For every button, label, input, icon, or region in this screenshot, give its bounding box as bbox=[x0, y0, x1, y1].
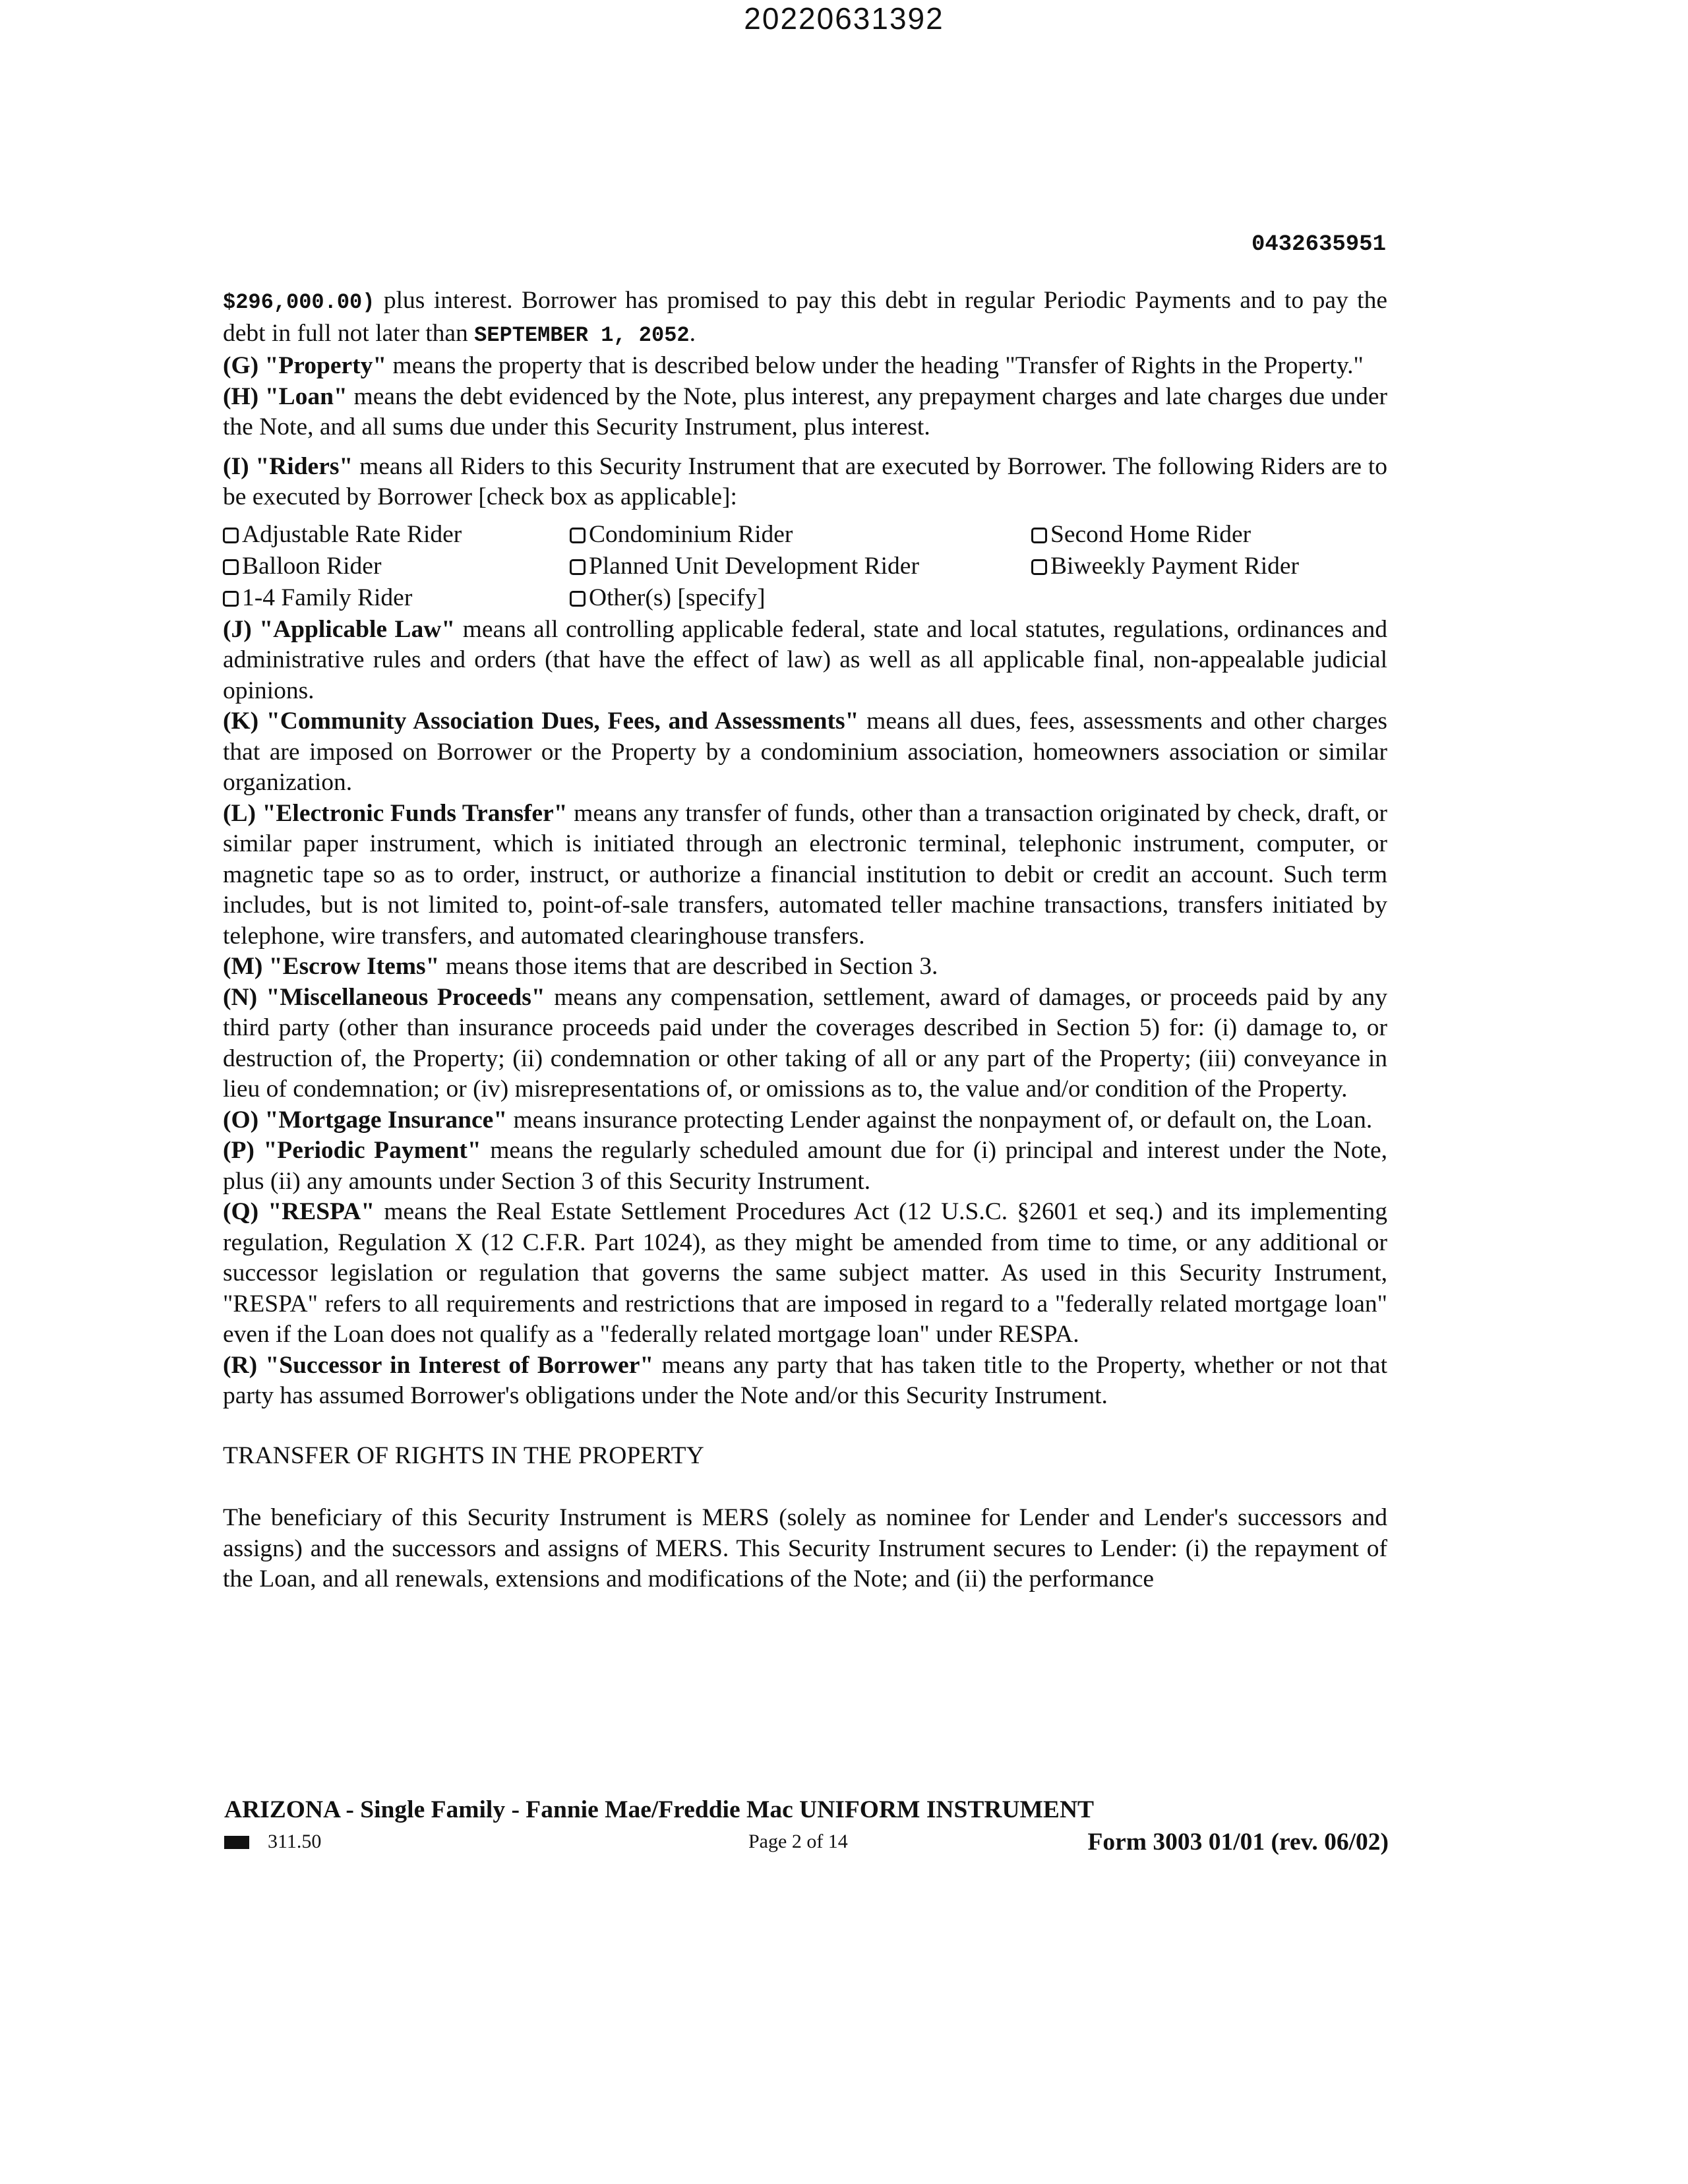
checkbox-icon[interactable] bbox=[1031, 559, 1047, 575]
definition-f-continuation: $296,000.00) plus interest. Borrower has promised to pay this debt in regular Periodic Payments and to pay the debt in full not later than SEPTEMBER 1, 2052. bbox=[223, 287, 1387, 348]
definition-q: (Q) "RESPA" means the Real Estate Settlement Procedures Act (12 U.S.C. §2601 et seq.) and its implementing regulation, Regulation X (12 C.F.R. Part 1024), as they might be amended from time to time, or any additional or successor legislation or regulation that governs the same subject matter. As used in this Security Instrument, "RESPA" refers to all requirements and restrictions that are imposed in regard to a "federally related mortgage loan" even if the Loan does not qualify as a "federally related mortgage loan" under RESPA. bbox=[223, 1198, 1387, 1348]
rider-condominium[interactable]: Condominium Rider bbox=[570, 520, 1031, 551]
definition-term: (Q) "RESPA" bbox=[223, 1198, 375, 1225]
checkbox-icon[interactable] bbox=[570, 528, 586, 543]
checkbox-icon[interactable] bbox=[570, 559, 586, 575]
definition-n: (N) "Miscellaneous Proceeds" means any compensation, settlement, award of damages, or proceeds paid by any third party (other than insurance proceeds paid under the coverages described in Section 5) for: (i) damage to, or destruction of, the Property; (ii) condemnation or other taking of all or any part of the Property; (iii) conveyance in lieu of condemnation; or (iv) misrepresentations of, or omissions as to, the value and/or condition of the Property. bbox=[223, 983, 1387, 1103]
loan-number: 0432635951 bbox=[1251, 232, 1386, 257]
rider-planned-unit-development[interactable]: Planned Unit Development Rider bbox=[570, 551, 1031, 583]
definition-j: (J) "Applicable Law" means all controlling applicable federal, state and local statutes, regulations, ordinances and administrative rules and orders (that have the effect of law) as well as all applicable final, non-appealable judicial opinions. bbox=[223, 615, 1387, 704]
definition-term: (M) "Escrow Items" bbox=[223, 953, 440, 980]
definition-p: (P) "Periodic Payment" means the regularly scheduled amount due for (i) principal and interest under the Note, plus (ii) any amounts under Section 3 of this Security Instrument. bbox=[223, 1137, 1387, 1195]
definition-term: (J) "Applicable Law" bbox=[223, 615, 456, 643]
definition-i: (I) "Riders" means all Riders to this Security Instrument that are executed by Borrower. The following Riders are to be executed by Borrower [check box as applicable]: bbox=[223, 452, 1387, 510]
definition-o: (O) "Mortgage Insurance" means insurance protecting Lender against the nonpayment of, or default on, the Loan. bbox=[223, 1106, 1373, 1134]
checkbox-icon[interactable] bbox=[1031, 528, 1047, 543]
form-code: 311.50 bbox=[224, 1831, 321, 1853]
checkbox-icon[interactable] bbox=[570, 591, 586, 607]
checkbox-icon[interactable] bbox=[223, 559, 239, 575]
definition-l: (L) "Electronic Funds Transfer" means any transfer of funds, other than a transaction originated by check, draft, or similar paper instrument, which is initiated through an electronic terminal, telephonic instrument, computer, or magnetic tape so as to order, instruct, or authorize a financial institution to debit or credit an account. Such term includes, but is not limited to, point-of-sale transfers, automated teller machine transactions, transfers initiated by telephone, wire transfers, and automated clearinghouse transfers. bbox=[223, 799, 1387, 950]
definition-term: (L) "Electronic Funds Transfer" bbox=[223, 799, 568, 827]
definition-term: (G) "Property" bbox=[223, 352, 387, 379]
document-logo-icon bbox=[224, 1836, 249, 1849]
definition-m: (M) "Escrow Items" means those items that are described in Section 3. bbox=[223, 953, 938, 980]
rider-biweekly-payment[interactable]: Biweekly Payment Rider bbox=[1031, 551, 1387, 583]
definition-h: (H) "Loan" means the debt evidenced by the Note, plus interest, any prepayment charges and late charges due under the Note, and all sums due under this Security Instrument, plus interest. bbox=[223, 382, 1388, 440]
definition-term: (K) "Community Association Dues, Fees, and Assessments" bbox=[223, 708, 859, 735]
definition-term: (H) "Loan" bbox=[223, 382, 347, 410]
document-body bbox=[223, 286, 1387, 1595]
rider-other[interactable]: Other(s) [specify] bbox=[570, 583, 1031, 615]
definition-k: (K) "Community Association Dues, Fees, and Assessments" means all dues, fees, assessments and other charges that are imposed on Borrower or the Property by a condominium association, homeowners association or similar organization. bbox=[223, 708, 1387, 796]
definition-term: (R) "Successor in Interest of Borrower" bbox=[223, 1351, 654, 1379]
definition-term: (P) "Periodic Payment" bbox=[223, 1137, 481, 1164]
riders-checklist bbox=[223, 520, 1387, 615]
checkbox-icon[interactable] bbox=[223, 591, 239, 607]
rider-second-home[interactable]: Second Home Rider bbox=[1031, 520, 1387, 551]
footer bbox=[224, 1828, 1389, 1857]
checkbox-icon[interactable] bbox=[223, 528, 239, 543]
maturity-date: SEPTEMBER 1, 2052 bbox=[474, 322, 690, 348]
transfer-paragraph: The beneficiary of this Security Instrument is MERS (solely as nominee for Lender and Lender's successors and assigns) and the successors and assigns of MERS. This Security Instrument secures to Lender: (i) the repayment of the Loan, and all renewals, extensions and modifications of the Note; and (ii) the performance bbox=[223, 1504, 1387, 1592]
footer-title: ARIZONA - Single Family - Fannie Mae/Freddie Mac UNIFORM INSTRUMENT bbox=[224, 1796, 1095, 1823]
form-number: Form 3003 01/01 (rev. 06/02) bbox=[1087, 1829, 1389, 1856]
section-heading: TRANSFER OF RIGHTS IN THE PROPERTY bbox=[223, 1441, 704, 1469]
recording-number: 20220631392 bbox=[744, 1, 944, 36]
rider-adjustable-rate[interactable]: Adjustable Rate Rider bbox=[223, 520, 570, 551]
definition-term: (O) "Mortgage Insurance" bbox=[223, 1106, 508, 1134]
definition-g: (G) "Property" means the property that is described below under the heading "Transfer of Rights in the Property." bbox=[223, 352, 1364, 379]
rider-1-4-family[interactable]: 1-4 Family Rider bbox=[223, 583, 570, 615]
page-number: Page 2 of 14 bbox=[748, 1831, 848, 1852]
definition-term: (I) "Riders" bbox=[223, 452, 353, 480]
definition-term: (N) "Miscellaneous Proceeds" bbox=[223, 983, 545, 1011]
rider-balloon[interactable]: Balloon Rider bbox=[223, 551, 570, 583]
definition-r: (R) "Successor in Interest of Borrower" means any party that has taken title to the Property, whether or not that party has assumed Borrower's obligations under the Note and/or this Security Instrument. bbox=[223, 1351, 1387, 1409]
loan-amount: $296,000.00) bbox=[223, 290, 375, 315]
